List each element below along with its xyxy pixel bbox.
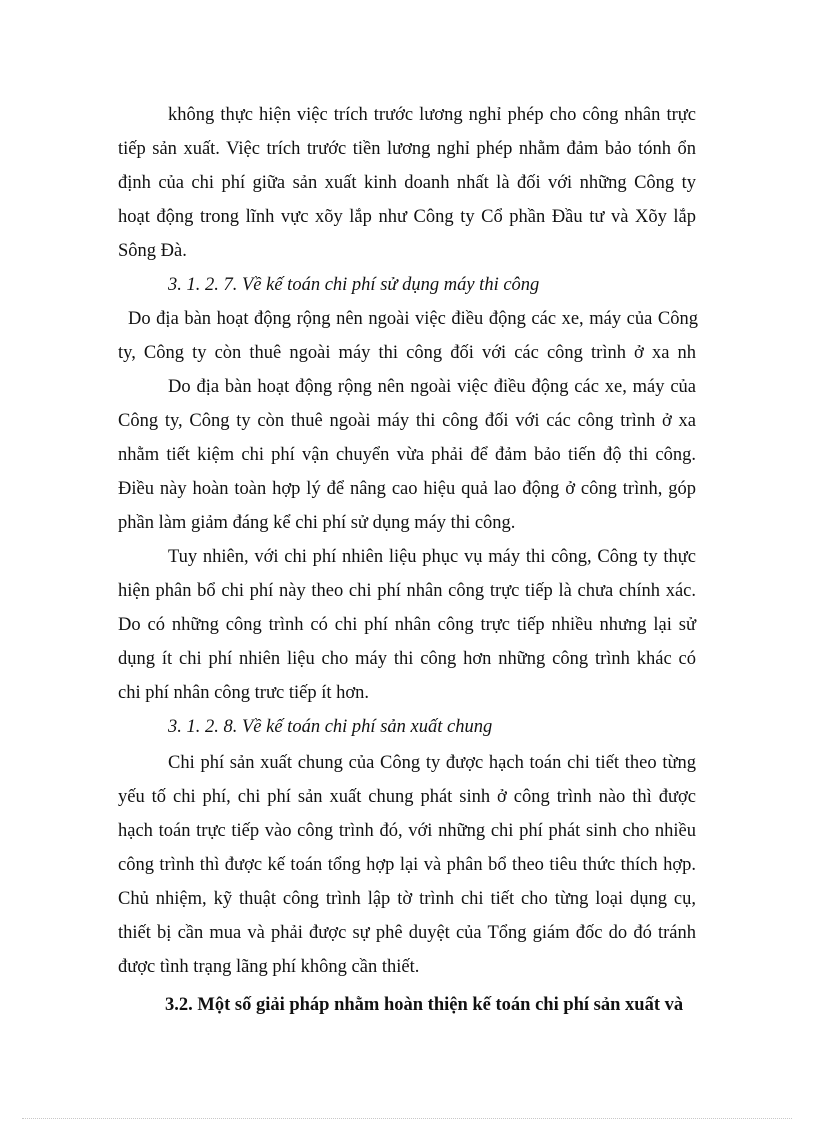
paragraph-line: hiện phân bổ chi phí này theo chi phí nhân công trực tiếp là chưa chính xác. <box>118 581 696 601</box>
paragraph-line: định của chi phí giữa sản xuất kinh doanh nhất là đối với những Công ty <box>118 173 696 193</box>
paragraph-line: Sông Đà. <box>118 241 187 261</box>
paragraph-line: phần làm giảm đáng kể chi phí sử dụng máy thi công. <box>118 513 516 533</box>
paragraph-line: yếu tố chi phí, chi phí sản xuất chung phát sinh ở công trình nào thì được <box>118 787 696 807</box>
section-heading-3-1-2-7: 3. 1. 2. 7. Về kế toán chi phí sử dụng máy thi công <box>168 275 540 295</box>
paragraph-line: ty, Công ty còn thuê ngoài máy thi công đối với các công trình ở xa nh <box>118 343 696 363</box>
paragraph-line: Tuy nhiên, với chi phí nhiên liệu phục vụ máy thi công, Công ty thực <box>168 547 696 567</box>
paragraph-line: được tình trạng lãng phí không cần thiết. <box>118 957 420 977</box>
paragraph-line: Công ty, Công ty còn thuê ngoài máy thi công đối với các công trình ở xa <box>118 411 696 431</box>
paragraph-line: tiếp sản xuất. Việc trích trước tiền lương nghỉ phép nhằm đảm bảo tónh ổn <box>118 139 696 159</box>
paragraph-line: công trình thì được kế toán tổng hợp lại và phân bổ theo tiêu thức thích hợp. <box>118 855 696 875</box>
paragraph-line: hoạt động trong lĩnh vực xõy lắp như Công ty Cổ phần Đầu tư và Xõy lắp <box>118 207 696 227</box>
paragraph-line: Do có những công trình có chi phí nhân công trực tiếp nhiều nhưng lại sử <box>118 615 696 635</box>
paragraph-line: Chi phí sản xuất chung của Công ty được hạch toán chi tiết theo từng <box>168 753 696 773</box>
paragraph-line: Chủ nhiệm, kỹ thuật công trình lập tờ trình chi tiết cho từng loại dụng cụ, <box>118 889 696 909</box>
paragraph-line: dụng ít chi phí nhiên liệu cho máy thi công hơn những công trình khác có <box>118 649 696 669</box>
paragraph-line: chi phí nhân công trưc tiếp ít hơn. <box>118 683 370 703</box>
paragraph-line: thiết bị cần mua và phải được sự phê duyệt của Tổng giám đốc do đó tránh <box>118 923 696 943</box>
paragraph-line: hạch toán trực tiếp vào công trình đó, với những chi phí phát sinh cho nhiều <box>118 821 696 841</box>
paragraph-line: Do địa bàn hoạt động rộng nên ngoài việc điều động các xe, máy của Công <box>128 309 698 329</box>
paragraph-line: nhằm tiết kiệm chi phí vận chuyển vừa phải để đảm bảo tiến độ thi công. <box>118 445 696 465</box>
page-bottom-divider <box>22 1118 792 1119</box>
paragraph-line: Điều này hoàn toàn hợp lý để nâng cao hiệu quả lao động ở công trình, góp <box>118 479 696 499</box>
section-heading-3-2: 3.2. Một số giải pháp nhằm hoàn thiện kế toán chi phí sản xuất và <box>165 995 684 1015</box>
paragraph-line: không thực hiện việc trích trước lương nghỉ phép cho công nhân trực <box>168 105 696 125</box>
paragraph-line: Do địa bàn hoạt động rộng nên ngoài việc điều động các xe, máy của <box>168 377 696 397</box>
section-heading-3-1-2-8: 3. 1. 2. 8. Về kế toán chi phí sản xuất chung <box>168 717 493 737</box>
